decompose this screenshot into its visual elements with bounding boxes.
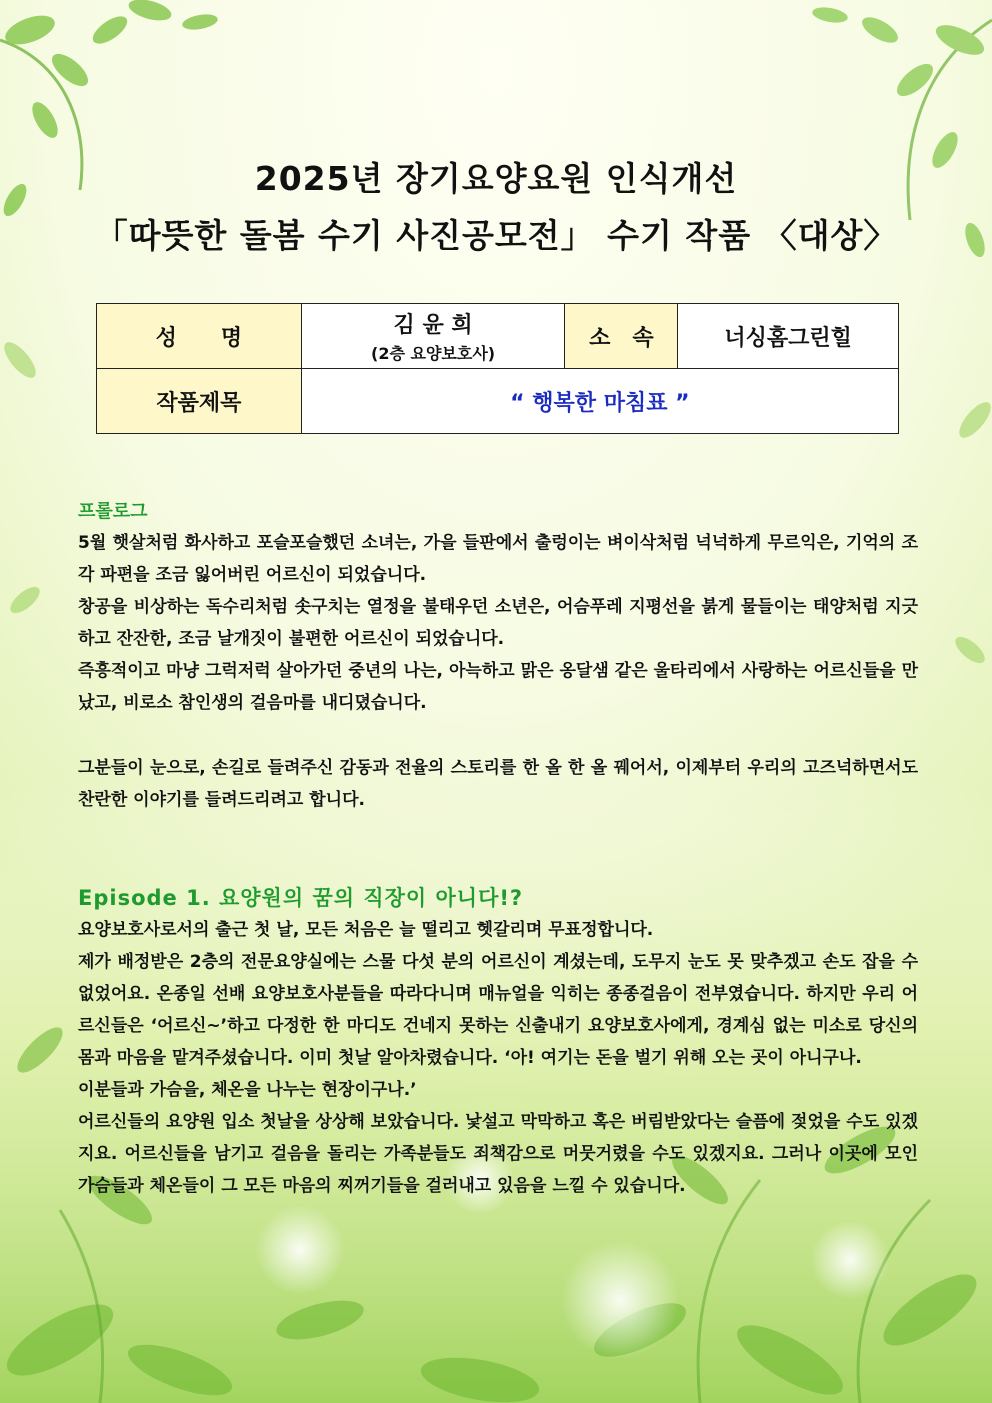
- episode1-paragraph: 이분들과 가슴을, 체온을 나누는 현장이구나.’: [78, 1080, 417, 1100]
- episode1-paragraph: 어르신들의 요양원 입소 첫날을 상상해 보았습니다. 낯설고 막막하고 혹은 버림받았다는 슬픔에 젖었을 수도 있겠지요. 어르신들을 남기고 걸음을 돌리는 가족분들도 죄책감으로 머뭇거렸을 수도 있겠지요. 그러나 이곳에 모인 가슴들과 체온들이 그 모든 마음의 찌꺼기들을 걸러내고 있음을 느낄 수 있습니다.: [78, 1112, 918, 1196]
- episode1-heading: Episode 1. 요양원의 꿈의 직장이 아니다!?: [78, 886, 524, 910]
- prologue-heading: 프롤로그: [78, 501, 148, 522]
- prologue-paragraph: 즉흥적이고 마냥 그럭저럭 살아가던 중년의 나는, 아늑하고 맑은 옹달샘 같은 울타리에서 사랑하는 어르신들을 만났고, 비로소 참인생의 걸음마를 내디뎠습니다.: [78, 661, 918, 713]
- episode1-body: [78, 914, 918, 1202]
- prologue-closing-paragraph: 그분들이 눈으로, 손길로 들려주신 감동과 전율의 스토리를 한 올 한 올 꿰어서, 이제부터 우리의 고즈넉하면서도 찬란한 이야기를 들려드리려고 합니다.: [78, 758, 918, 810]
- name-cell: [301, 304, 565, 369]
- prologue-body: [78, 527, 918, 719]
- affiliation-value: 너싱홈그린힐: [678, 304, 899, 369]
- prologue-paragraph: 5월 햇살처럼 화사하고 포슬포슬했던 소녀는, 가을 들판에서 출렁이는 벼이삭처럼 넉넉하게 무르익은, 기억의 조각 파편을 조금 잃어버린 어르신이 되었습니다.: [78, 533, 918, 585]
- name-subtitle: (2층 요양보호사): [371, 344, 496, 363]
- document-title-line2: 「따뜻한 돌봄 수기 사진공모전」 수기 작품 〈대상〉: [94, 216, 898, 255]
- work-title-value: “ 행복한 마침표 ”: [301, 369, 898, 434]
- name-value: 김 윤 희: [393, 313, 473, 338]
- affiliation-label: 소 속: [565, 304, 678, 369]
- prologue-closing: [78, 752, 918, 816]
- episode1-paragraph: 제가 배정받은 2층의 전문요양실에는 스물 다섯 분의 어르신이 계셨는데, 도무지 눈도 못 맞추겠고 손도 잡을 수 없었어요. 온종일 선배 요양보호사분들을 따라다니며 매뉴얼을 익히는 종종걸음이 전부였습니다. 하지만 우리 어르신들은 ‘어르신~’하고 다정한 한 마디도 건네지 못하는 신출내기 요양보호사에게, 경계심 없는 미소로 당신의 몸과 마음을 맡겨주셨습니다. 이미 첫날 알아차렸습니다. ‘아! 여기는 돈을 벌기 위해 오는 곳이 아니구나.: [78, 952, 918, 1068]
- document-title-line1: 2025년 장기요양요원 인식개선: [254, 159, 738, 198]
- info-table: [96, 303, 899, 434]
- prologue-paragraph: 창공을 비상하는 독수리처럼 솟구치는 열정을 불태우던 소년은, 어슴푸레 지평선을 붉게 물들이는 태양처럼 지긋하고 잔잔한, 조금 날개짓이 불편한 어르신이 되었습니다.: [78, 597, 918, 649]
- name-label: 성 명: [97, 304, 302, 369]
- work-title-label: 작품제목: [97, 369, 302, 434]
- episode1-paragraph: 요양보호사로서의 출근 첫 날, 모든 처음은 늘 떨리고 헷갈리며 무표정합니다.: [78, 920, 654, 940]
